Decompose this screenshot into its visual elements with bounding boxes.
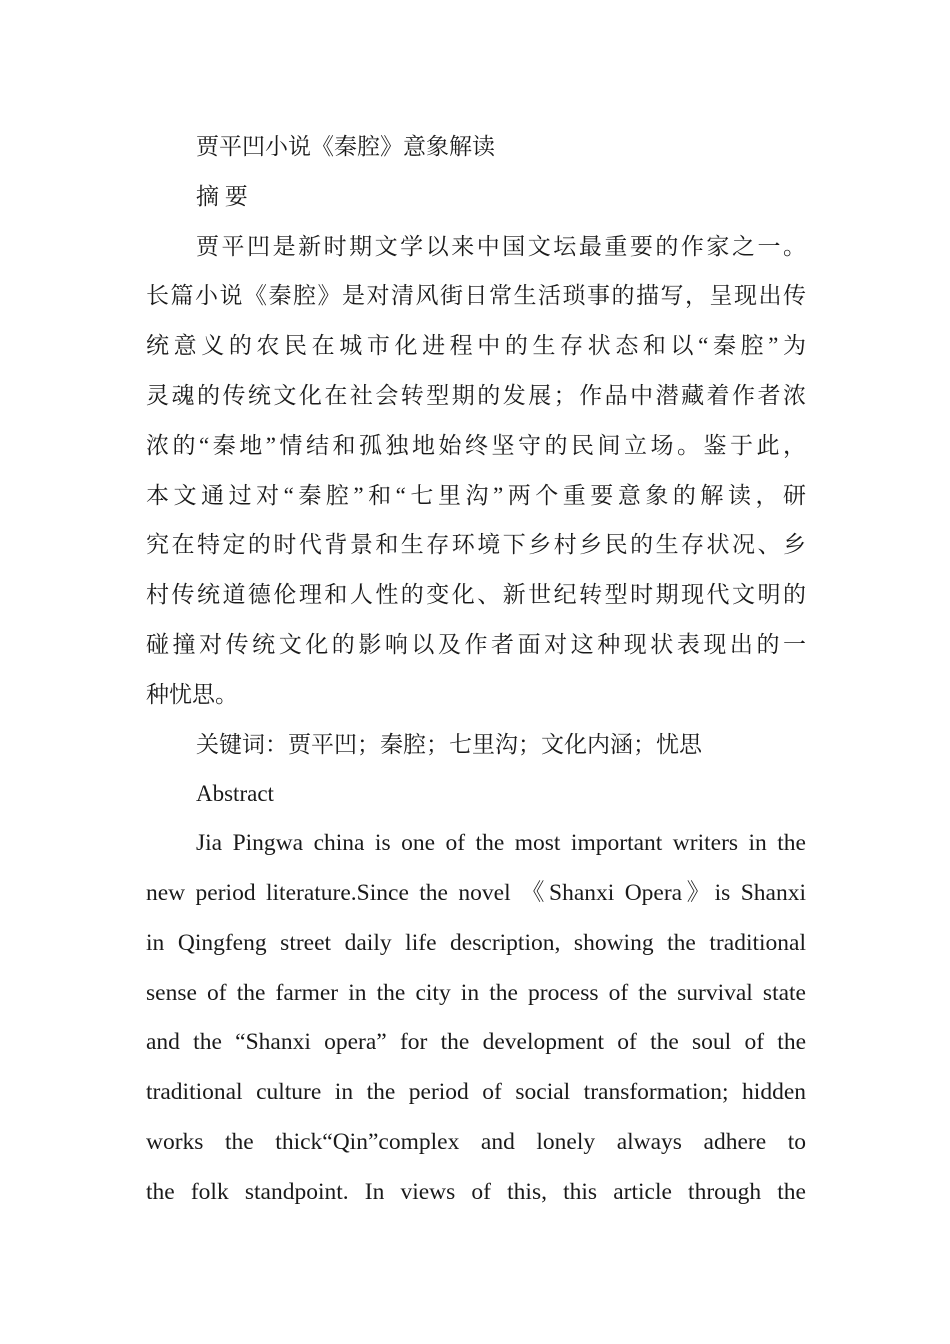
abstract-en-line: in Qingfeng street daily life description, showing the traditional — [146, 929, 806, 956]
abstract-cn-line: 统意义的农民在城市化进程中的生存状态和以“秦腔”为 — [146, 333, 806, 359]
abstract-en-line: traditional culture in the period of social transformation; hidden — [146, 1079, 806, 1106]
abstract-en-line: works the thick“Qin”complex and lonely always adhere to — [146, 1128, 806, 1155]
abstract-cn-line: 灵魂的传统文化在社会转型期的发展；作品中潜藏着作者浓 — [146, 382, 806, 408]
abstract-en-line: the folk standpoint. In views of this, this article through the — [146, 1178, 806, 1205]
abstract-cn-line: 村传统道德伦理和人性的变化、新世纪转型时期现代文明的 — [146, 582, 806, 608]
abstract-en-paragraph — [146, 819, 806, 1217]
abstract-heading-en: Abstract — [196, 781, 274, 807]
abstract-cn-line: 本文通过对“秦腔”和“七里沟”两个重要意象的解读，研 — [146, 482, 806, 508]
abstract-cn-line: 浓的“秦地”情结和孤独地始终坚守的民间立场。鉴于此， — [146, 432, 806, 458]
abstract-cn-line: 究在特定的时代背景和生存环境下乡村乡民的生存状况、乡 — [146, 532, 806, 558]
abstract-cn-line: 碰撞对传统文化的影响以及作者面对这种现状表现出的一 — [146, 631, 806, 657]
document-title: 贾平凹小说《秦腔》意象解读 — [196, 134, 495, 159]
keywords-cn: 关键词：贾平凹；秦腔；七里沟；文化内涵；忧思 — [196, 731, 702, 757]
document-page — [146, 122, 806, 1218]
abstract-en-line: sense of the farmer in the city in the process of the survival state — [146, 979, 806, 1006]
abstract-cn-line: 种忧思。 — [146, 681, 238, 707]
abstract-cn-paragraph — [146, 222, 806, 720]
abstract-heading-cn: 摘 要 — [196, 183, 248, 209]
abstract-en-line: Jia Pingwa china is one of the most important writers in the — [196, 830, 806, 857]
abstract-cn-line: 贾平凹是新时期文学以来中国文坛最重要的作家之一。 — [196, 233, 806, 259]
abstract-en-line: and the “Shanxi opera” for the development of the soul of the — [146, 1029, 806, 1056]
abstract-cn-line: 长篇小说《秦腔》是对清风街日常生活琐事的描写，呈现出传 — [146, 283, 806, 309]
abstract-en-line: new period literature.Since the novel 《Shanxi Opera》is Shanxi — [146, 879, 806, 906]
